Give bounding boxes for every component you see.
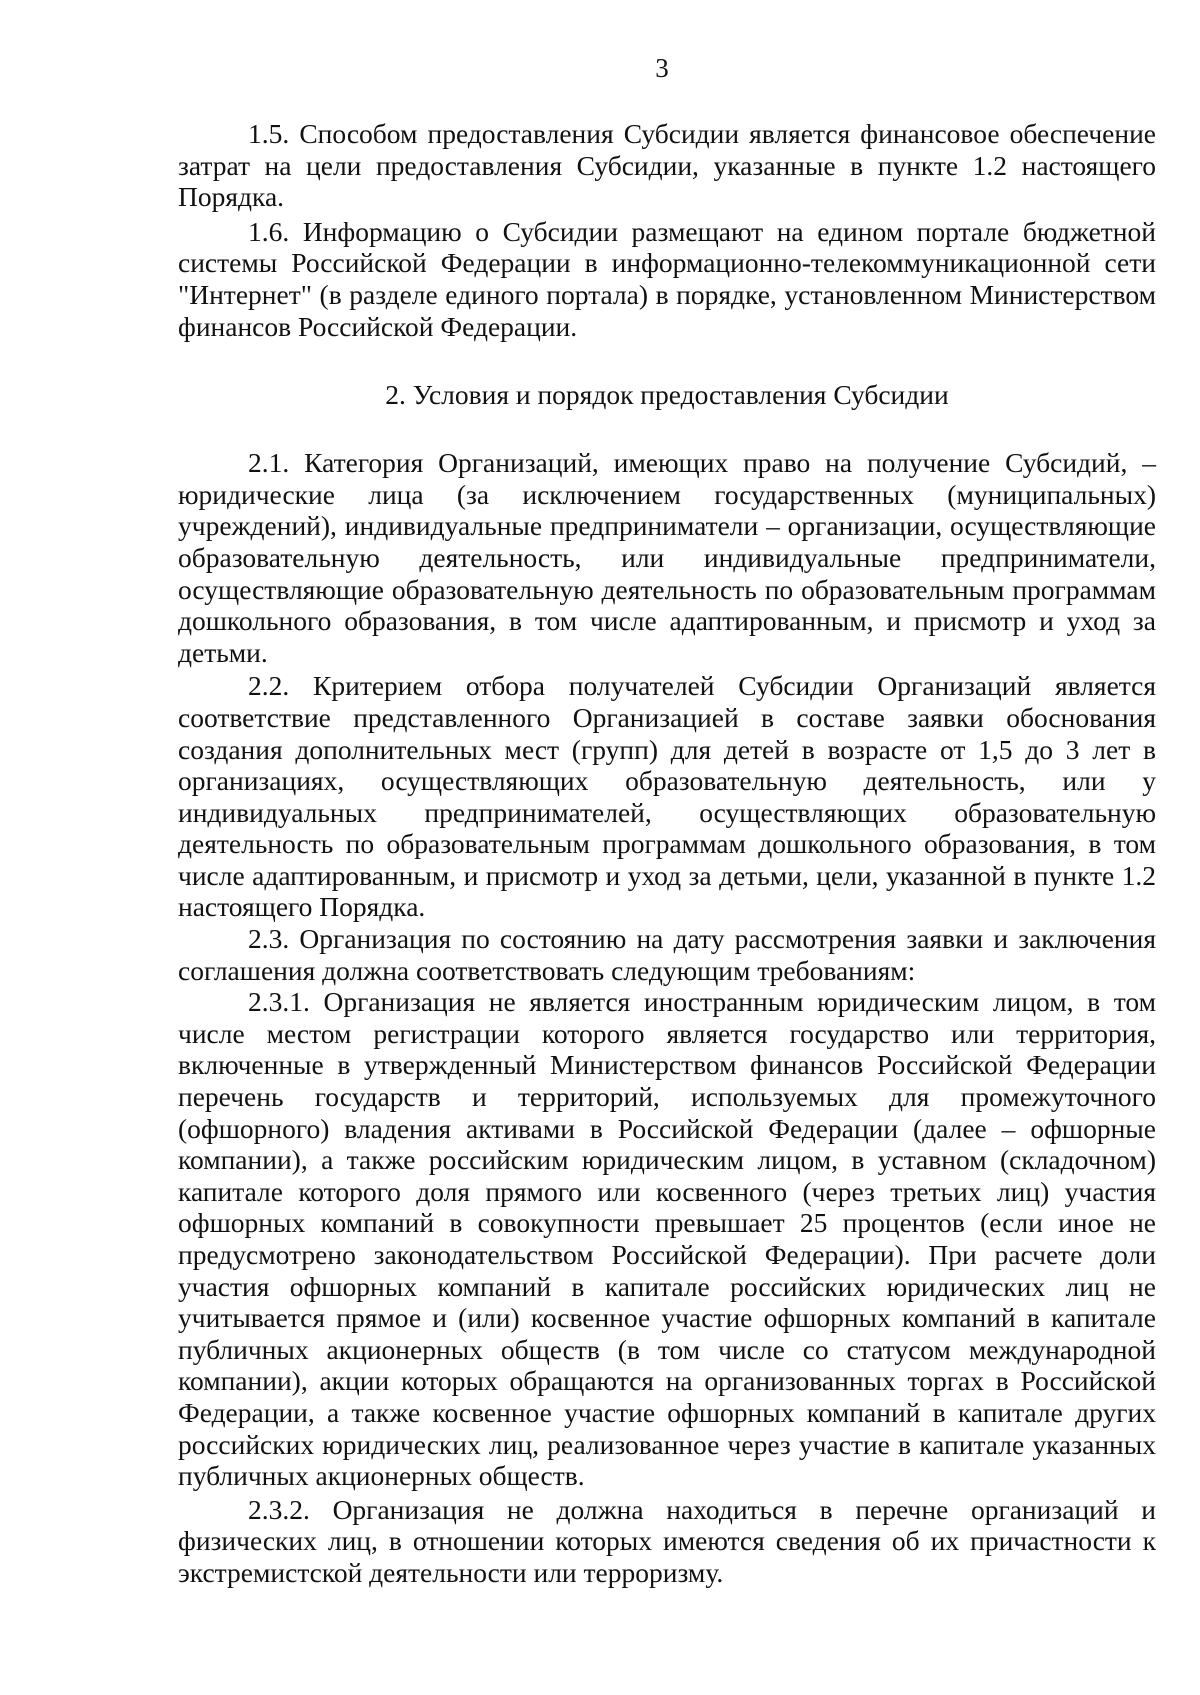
- paragraph-1-5: 1.5. Способом предоставления Субсидии является финансовое обеспечение затрат на цели предоставления Субсидии, указанные в пункте 1.2 настоящего Порядка.: [178, 118, 1156, 213]
- paragraph-2-3-1: 2.3.1. Организация не является иностранным юридическим лицом, в том числе местом регистрации которого является государство или территория, включенные в утвержденный Министерством финансов Российской Федерации перечень государств и территорий, используемых для промежуточного (офшорного) владения активами в Российской Федерации (далее – офшорные компании), а также российским юридическим лицом, в уставном (складочном) капитале которого доля прямого или косвенного (через третьих лиц) участия офшорных компаний в совокупности превышает 25 процентов (если иное не предусмотрено законодательством Российской Федерации). При расчете доли участия офшорных компаний в капитале российских юридических лиц не учитывается прямое и (или) косвенное участие офшорных компаний в капитале публичных акционерных обществ (в том числе со статусом международной компании), акции которых обращаются на организованных торгах в Российской Федерации, а также косвенное участие офшорных компаний в капитале других российских юридических лиц, реализованное через участие в капитале указанных публичных акционерных обществ.: [178, 986, 1156, 1492]
- paragraph-2-2: 2.2. Критерием отбора получателей Субсидии Организаций является соответствие представленного Организацией в составе заявки обоснования создания дополнительных мест (групп) для детей в возрасте от 1,5 до 3 лет в организациях, осуществляющих образовательную деятельность, или у индивидуальных предпринимателей, осуществляющих образовательную деятельность по образовательным программам дошкольного образования, в том числе адаптированным, и присмотр и уход за детьми, цели, указанной в пункте 1.2 настоящего Порядка.: [178, 670, 1156, 923]
- paragraph-2-3-2: 2.3.2. Организация не должна находиться в перечне организаций и физических лиц, в отношении которых имеются сведения об их причастности к экстремистской деятельности или терроризму.: [178, 1493, 1156, 1588]
- paragraph-2-1: 2.1. Категория Организаций, имеющих право на получение Субсидий, – юридические лица (за исключением государственных (муниципальных) учреждений), индивидуальные предприниматели – организации, осуществляющие образовательную деятельность, или индивидуальные предприниматели, осуществляющие образовательную деятельность по образовательным программам дошкольного образования, в том числе адаптированным, и присмотр и уход за детьми.: [178, 447, 1156, 668]
- document-body: [178, 118, 1156, 1589]
- page-number: 3: [655, 53, 669, 83]
- section-heading: 2. Условия и порядок предоставления Субсидии: [385, 379, 949, 411]
- paragraph-2-3: 2.3. Организация по состоянию на дату рассмотрения заявки и заключения соглашения должна соответствовать следующим требованиям:: [178, 923, 1156, 986]
- paragraph-1-6: 1.6. Информацию о Субсидии размещают на едином портале бюджетной системы Российской Федерации в информационно-телекоммуникационной сети "Интернет" (в разделе единого портала) в порядке, установленном Министерством финансов Российской Федерации.: [178, 215, 1156, 342]
